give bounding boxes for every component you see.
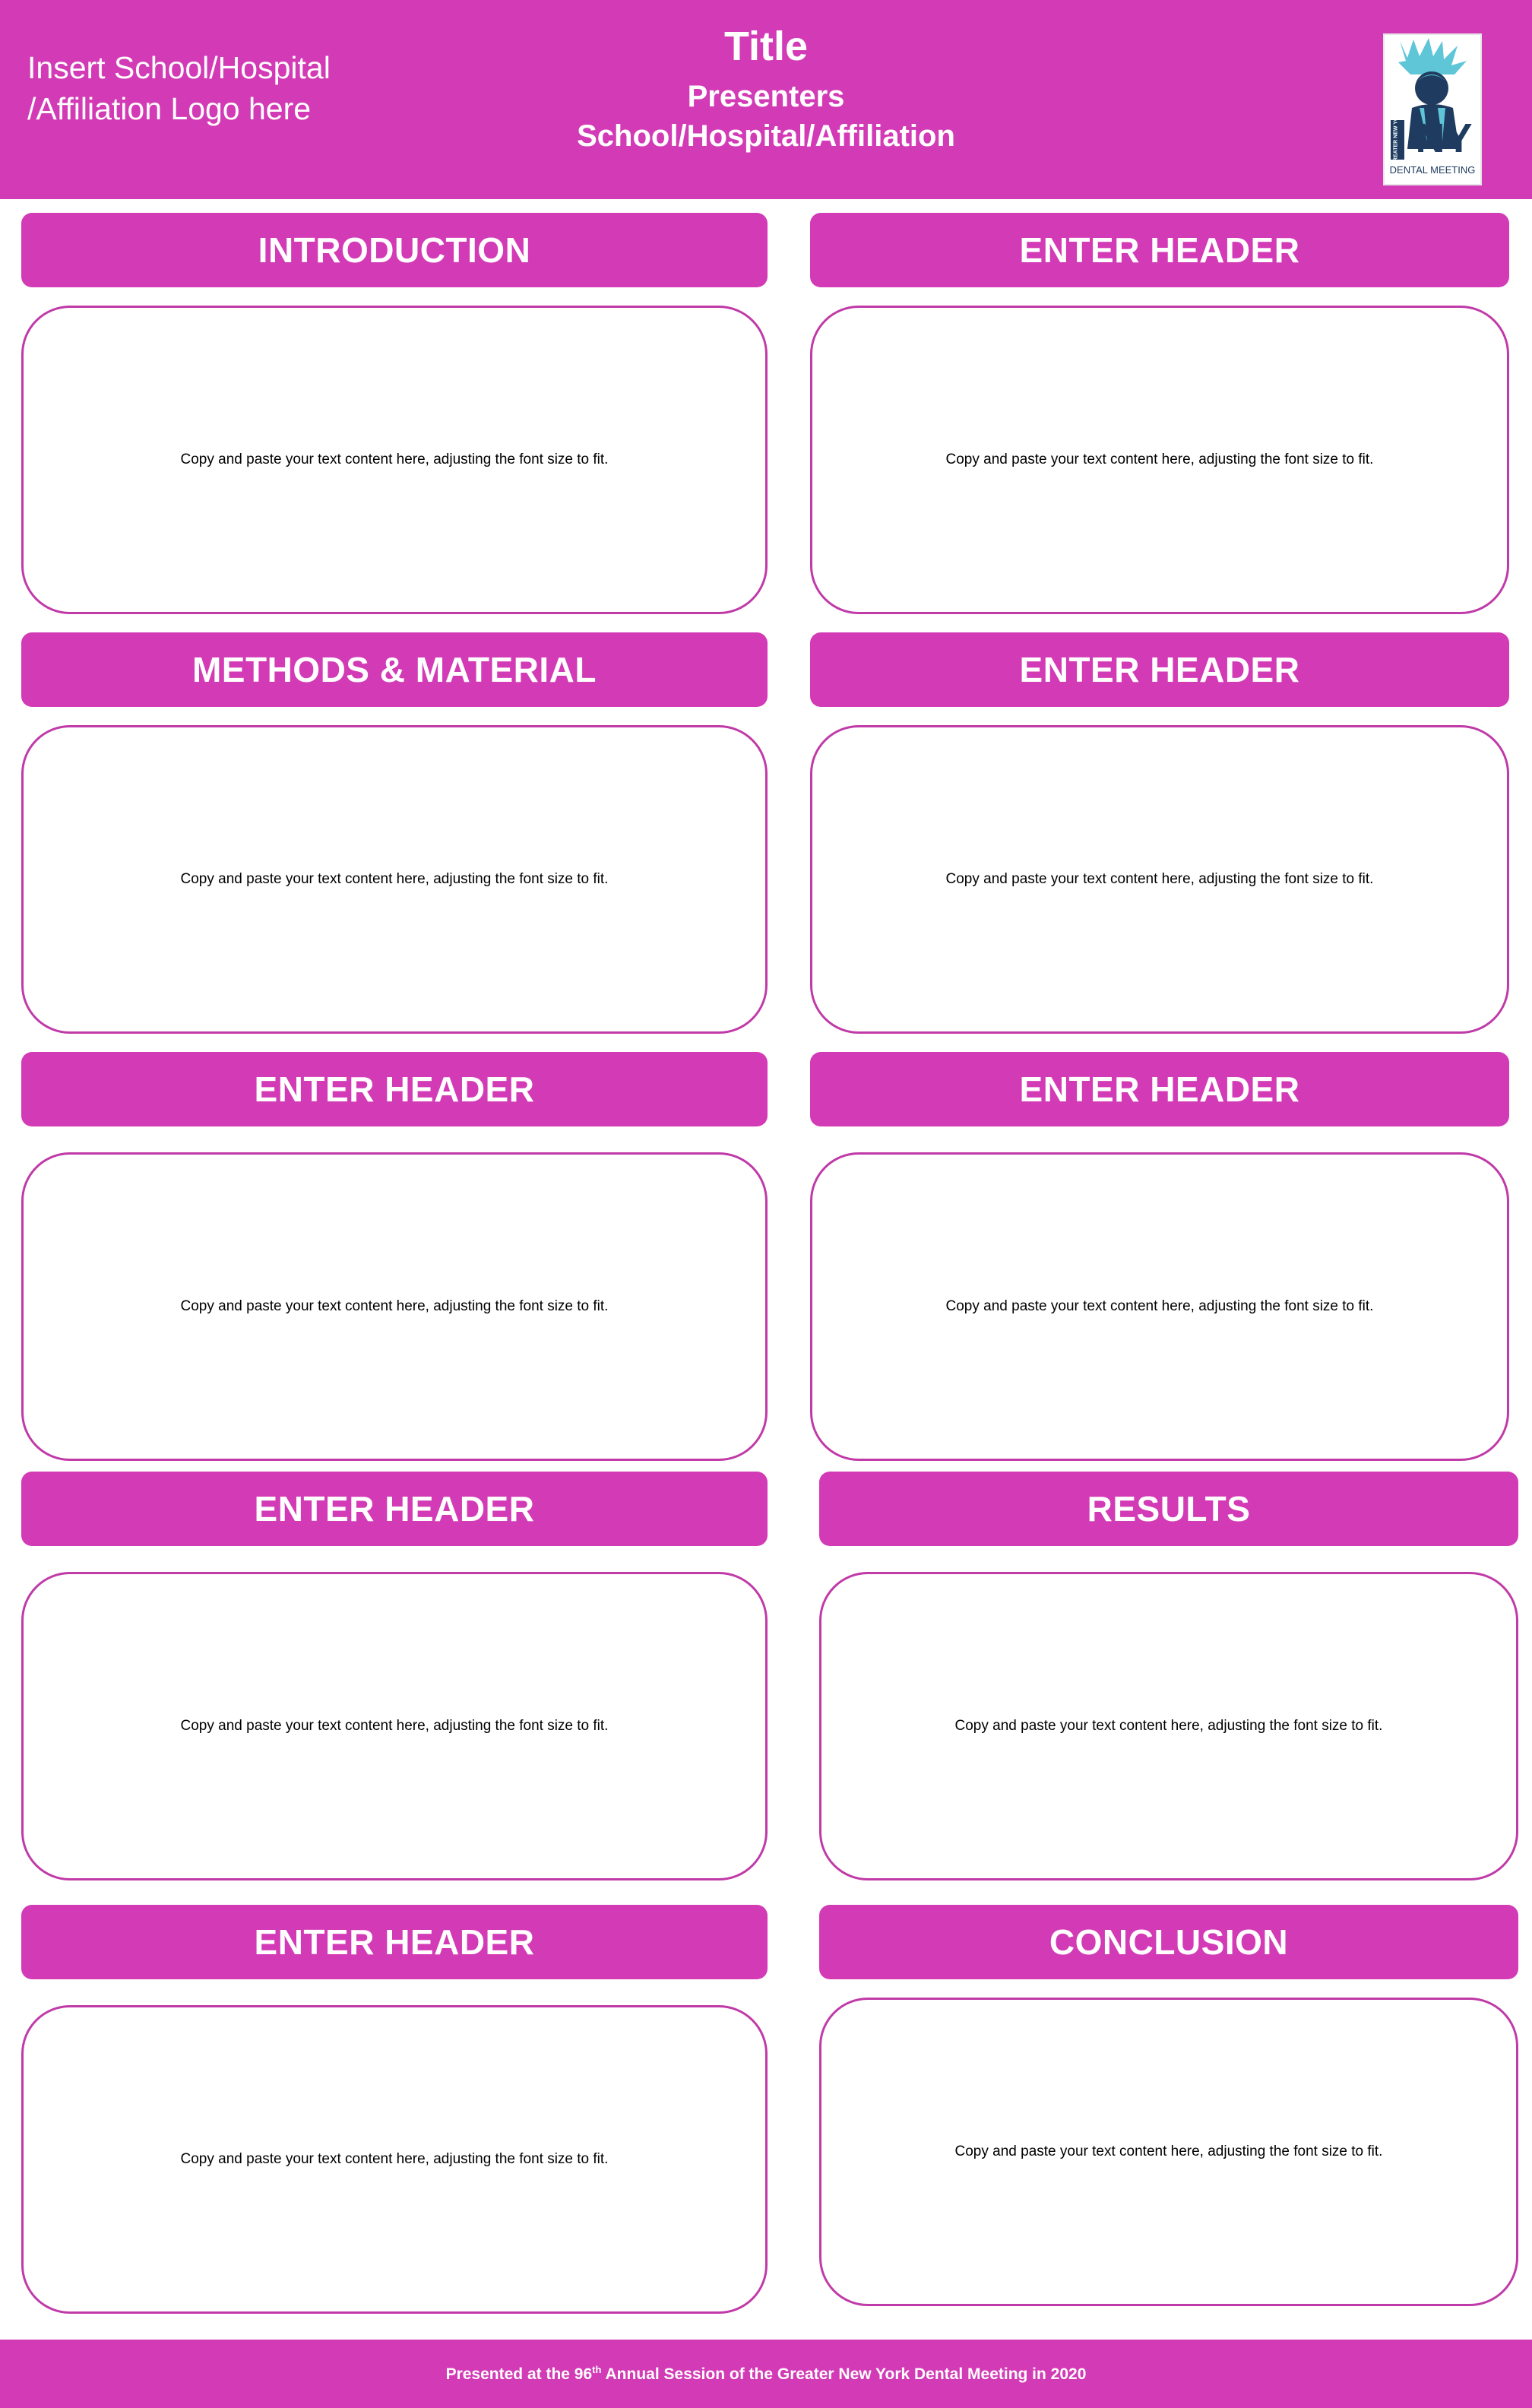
affiliation-line: School/Hospital/Affiliation — [577, 119, 955, 153]
section-body-text: Copy and paste your text content here, adjusting the font size to fit. — [180, 871, 609, 887]
section-body-text: Copy and paste your text content here, adjusting the font size to fit. — [180, 1718, 609, 1734]
section-body-text: Copy and paste your text content here, adjusting the font size to fit. — [180, 2151, 609, 2167]
section-body-text: Copy and paste your text content here, adjusting the font size to fit. — [945, 452, 1374, 467]
section-header-results: RESULTS — [819, 1472, 1518, 1546]
footer-text-superscript: th — [592, 2364, 602, 2375]
section-header: ENTER HEADER — [21, 1052, 768, 1126]
section-content-box[interactable] — [819, 1572, 1518, 1880]
section-body-text: Copy and paste your text content here, adjusting the font size to fit. — [945, 1298, 1374, 1314]
footer-banner — [0, 2340, 1532, 2408]
section-content-box[interactable] — [810, 725, 1509, 1034]
section-header-methods: METHODS & MATERIAL — [21, 632, 768, 707]
presenters-line: Presenters — [687, 80, 845, 113]
footer-text-suffix: Annual Session of the Greater New York Dental Meeting in 2020 — [601, 2365, 1087, 2383]
section-body-text: Copy and paste your text content here, adjusting the font size to fit. — [945, 871, 1374, 887]
section-header: ENTER HEADER — [810, 1052, 1509, 1126]
logo-ny-text: NY — [1415, 116, 1473, 161]
section-body-text: Copy and paste your text content here, adjusting the font size to fit. — [180, 1298, 609, 1314]
logo-vertical-text: GREATER NEW YORK — [1393, 109, 1399, 166]
section-header: ENTER HEADER — [21, 1905, 768, 1979]
section-header: ENTER HEADER — [810, 213, 1509, 287]
section-header-introduction: INTRODUCTION — [21, 213, 768, 287]
affiliation-logo-placeholder: Insert School/Hospital /Affiliation Logo here — [27, 50, 331, 126]
footer-text-prefix: Presented at the 96 — [445, 2365, 593, 2383]
section-content-box[interactable] — [810, 1152, 1509, 1461]
section-body-text: Copy and paste your text content here, adjusting the font size to fit. — [954, 2143, 1383, 2159]
section-header-conclusion: CONCLUSION — [819, 1905, 1518, 1979]
ny-dental-meeting-logo — [1383, 33, 1482, 185]
section-content-box[interactable] — [21, 2005, 768, 2314]
section-header: ENTER HEADER — [21, 1472, 768, 1546]
section-content-box[interactable] — [819, 1998, 1518, 2306]
section-body-text: Copy and paste your text content here, adjusting the font size to fit. — [180, 452, 609, 467]
section-content-box[interactable] — [21, 306, 768, 614]
section-content-box[interactable] — [21, 725, 768, 1034]
footer-text — [446, 2364, 1087, 2384]
section-header: ENTER HEADER — [810, 632, 1509, 707]
section-body-text: Copy and paste your text content here, adjusting the font size to fit. — [954, 1718, 1383, 1734]
section-content-box[interactable] — [810, 306, 1509, 614]
poster-title: Title — [723, 24, 809, 69]
section-content-box[interactable] — [21, 1152, 768, 1461]
section-content-box[interactable] — [21, 1572, 768, 1880]
logo-meeting-text: DENTAL MEETING — [1389, 164, 1476, 176]
